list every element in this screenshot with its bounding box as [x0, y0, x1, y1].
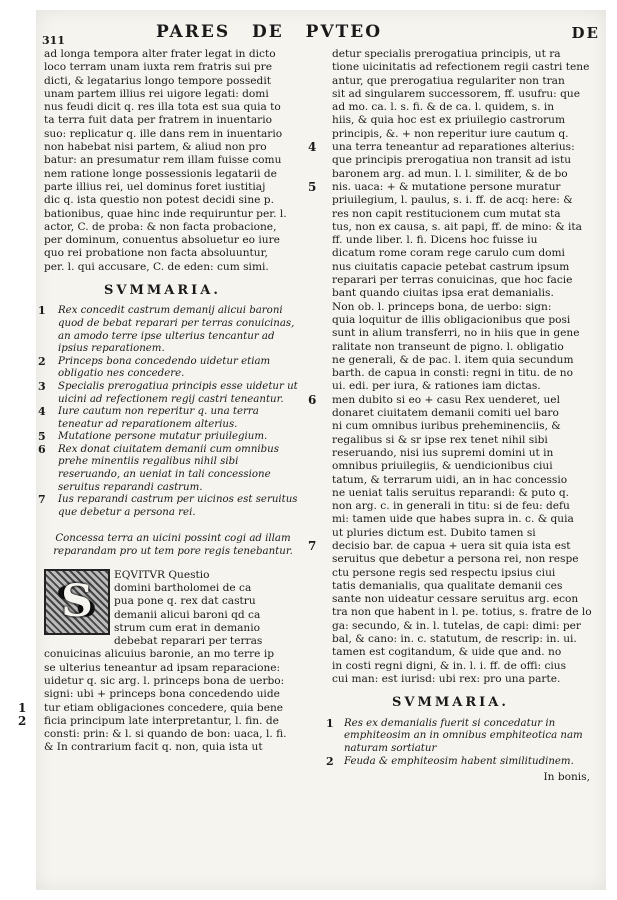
text-line: regalibus si & sr ipse rex tenet nihil sibi: [332, 433, 548, 446]
text-line: per dominum, conuentus absoluetur eo iure: [44, 234, 280, 247]
summaria-text: Rex concedit castrum demanij alicui baroni quod de bebat reparari per terras conuicinas, an amodo terre ipse ulterius tencantur ad ipsius reparationem.: [58, 305, 295, 355]
summaria-heading-right: SVMMARIA.: [392, 695, 509, 711]
text-line: ne generali, & de pac. l. item quia secundum: [332, 353, 574, 366]
text-line: consti: prin: & l. si quando de bon: uaca, l. fi.: [44, 728, 287, 741]
summaria-heading-left: SVMMARIA.: [104, 283, 221, 299]
text-line: strum cum erat in demanio: [114, 621, 261, 634]
margin-number: 2: [18, 713, 27, 728]
text-line: unam partem illius rei uigore legati: domi: [44, 87, 269, 100]
text-line: demanii alicui baroni qd ca: [114, 608, 261, 621]
text-line: dicatum rome coram rege carulo cum domi: [332, 247, 565, 260]
text-line: principis, &. + non reperitur iure cautum q.: [332, 127, 569, 140]
summaria-number: 3: [38, 379, 46, 393]
catchword: In bonis,: [543, 770, 590, 783]
text-line: ff. unde liber. l. fi. Dicens hoc fuisse iu: [332, 234, 538, 247]
summaria-number: 7: [38, 493, 46, 507]
text-line: conuicinas alicuius baronie, an mo terre ip: [44, 648, 274, 661]
text-line: pua pone q. rex dat castru: [114, 595, 256, 608]
summaria-text: Mutatione persone mutatur priuilegium.: [58, 431, 268, 443]
summaria-item: [38, 493, 302, 519]
summaria-number: 5: [38, 430, 46, 444]
text-line: ta terra fuit data per fratrem in inuentario: [44, 114, 272, 127]
summaria-text: Princeps bona concedendo uidetur etiam obligatio nes concedere.: [58, 355, 271, 380]
decorated-initial: [44, 569, 110, 635]
text-line: ad mo. ca. l. s. fi. & de ca. l. quidem, s. in: [332, 101, 555, 114]
summaria-item: [38, 354, 302, 381]
text-line: EQVITVR Questio: [114, 568, 210, 581]
text-line: Non ob. l. princeps bona, de uerbo: sign:: [332, 300, 552, 313]
summaria-item: [326, 754, 598, 769]
text-line: que principis prerogatiua non transit ad istu: [332, 154, 572, 167]
text-line: barth. de capua in consti: regni in titu. de no: [332, 367, 574, 380]
text-line: ut pluries dictum est. Dubito tamen si: [332, 526, 536, 539]
text-line: tatum, & terrarum uidi, an in hac concessio: [332, 473, 568, 486]
summaria-list-right: [326, 716, 598, 769]
text-line: omnibus priuilegiis, & uendicionibus ciui: [332, 460, 553, 473]
summaria-number: 4: [38, 405, 46, 419]
text-line: sunt in alium transferri, no in hiis que in gene: [332, 327, 580, 340]
text-line: donaret ciuitatem demanii comiti uel baro: [332, 407, 559, 420]
summaria-item: [326, 716, 598, 756]
text-line: bal, & cano: in. c. statutum, de rescrip: in. ui.: [332, 633, 577, 646]
text-line: sit ad singularem successorem, ff. usufru: que: [332, 87, 580, 100]
text-line: in costi regni digni, & in. l. i. ff. de offi: cius: [332, 659, 567, 672]
text-line: reseruando, nisi ius supremi domini ut in: [332, 446, 554, 459]
text-line: bationibus, quae hinc inde requiruntur per. l.: [44, 207, 287, 220]
summaria-number: 1: [326, 716, 334, 730]
text-line: actor, C. de proba: & non facta probacione,: [44, 220, 277, 233]
text-line: domini bartholomei de ca: [114, 581, 252, 594]
summaria-number: 2: [326, 754, 334, 768]
text-line: ctu persone regis sed respectu ipsius ciui: [332, 566, 556, 579]
text-line: ui. edi. per iura, & rationes iam dictas.: [332, 380, 541, 393]
summaria-text: Specialis prerogatiua principis esse uidetur ut uicini ad refectionem regij castri teneantur.: [58, 380, 298, 405]
running-head-puteo: PVTEO: [305, 22, 383, 42]
summaria-text: Feuda & emphiteosim habent similitudinem.: [344, 755, 574, 767]
text-line: dicti, & legatarius longo tempore possedit: [44, 74, 271, 87]
text-line: tatis demanialis, qua qualitate demanii ces: [332, 579, 563, 592]
text-line: per. l. qui accusare, C. de eden: cum simi.: [44, 260, 269, 273]
summaria-number: 6: [38, 442, 46, 456]
text-line: ni cum omnibus iuribus preheminenciis, &: [332, 420, 561, 433]
text-line: tur etiam obligaciones concedere, quia bene 1: [18, 700, 284, 715]
text-line: ga: secundo, & in. l. tutelas, de capi: dimi: per: [332, 619, 581, 632]
summaria-item: [38, 304, 302, 355]
text-line: hiis, & quia hoc est ex priuilegio castrorum: [332, 114, 566, 127]
running-head-pares: PARES: [156, 22, 231, 42]
book-page: [18, 10, 606, 890]
sequitur-rest-lines: [18, 648, 302, 754]
decorated-initial-letter: S: [61, 575, 93, 627]
text-line: res non capit restitucionem cum mutat sta: [332, 207, 561, 220]
summaria-item: [38, 379, 302, 406]
text-line: batur: an presumatur rem illam fuisse comu: [44, 154, 282, 167]
text-line: cui man: est iurisd: ubi rex: pro una parte.: [332, 672, 561, 685]
sequitur-block: [18, 568, 302, 755]
right-column: [308, 48, 598, 784]
text-line: antur, que prerogatiua regulariter non tran: [332, 74, 565, 87]
text-line: seruitus que debetur a persona rei, non respe: [332, 553, 579, 566]
running-head: [156, 22, 382, 42]
folio-number: 311: [42, 34, 65, 47]
text-line: uidetur q. sic arg. l. princeps bona de uerbo:: [44, 675, 285, 687]
summaria-item: [38, 405, 302, 431]
text-line: & In contrarium facit q. non, quia ista ut: [44, 741, 263, 754]
text-line: una terra teneantur ad reparationes alterius: 4: [308, 140, 575, 155]
summaria-text: Iure cautum non reperitur q. una terra teneatur ad reparationem alterius.: [58, 406, 259, 430]
summaria-list-left: [38, 304, 302, 519]
text-line: ralitate non transeunt de pigno. l. obligatio: [332, 340, 564, 353]
text-line: non habebat nisi partem, & aliud non pro: [44, 141, 267, 154]
summaria-text: Res ex demanialis fuerit si concedatur in emphiteosim an in omnibus emphiteotica nam naturam sortiatur: [344, 717, 583, 755]
summaria-number: 2: [38, 354, 46, 368]
text-line: bant quando ciuitas ipsa erat demanialis.: [332, 287, 554, 300]
text-line: detur specialis prerogatiua principis, ut ra: [332, 48, 561, 60]
text-line: loco terram unam iuxta rem fratris sui pre: [44, 61, 273, 74]
summaria-number: 1: [38, 304, 46, 318]
text-line: decisio bar. de capua + uera sit quia ista est 7: [308, 538, 571, 553]
text-line: ficia principum late interpretantur, l. fin. de 2: [18, 713, 279, 728]
text-line: nis. uaca: + & mutatione persone muratur 5: [308, 179, 561, 194]
margin-number: 5: [308, 179, 317, 194]
text-line: quia loquitur de illis obligacionibus que posi: [332, 313, 571, 326]
running-head-right: DE: [571, 24, 600, 42]
text-line: parte illius rei, uel dominus foret iustitiaj: [44, 180, 266, 193]
right-text-block: [308, 48, 598, 686]
text-line: quo rei probatione non facta absoluuntur,: [44, 247, 268, 260]
margin-number: 7: [308, 538, 317, 553]
text-line: reparari per terras conuicinas, que hoc facie: [332, 274, 573, 287]
text-line: tus, non ex causa, s. ait papi, ff. de mino: & ita: [332, 220, 582, 233]
text-line: priuilegium, l. paulus, s. i. ff. de acq: here: &: [332, 194, 573, 207]
summaria-text: Ius reparandi castrum per uicinos est seruitus que debetur a persona rei.: [58, 494, 298, 518]
text-line: ad longa tempora alter frater legat in dicto: [44, 48, 276, 60]
summaria-item: [38, 430, 302, 444]
text-line: ne ueniat talis seruitus reparandi: & puto q.: [332, 486, 570, 499]
text-line: nus feudi dicit q. res illa tota est sua quia to: [44, 101, 281, 114]
text-line: sante non uideatur cessare seruitus arg. econ: [332, 593, 579, 606]
page-header: [36, 20, 606, 48]
text-line: nem ratione longe possessionis legatarii de: [44, 167, 277, 180]
summaria-text: Rex donat ciuitatem demanii cum omnibus prehe minentiis regalibus nihil sibi reseruando, an ueniat in tali concessione seruitus reparandi castrum.: [58, 443, 279, 493]
text-line: dic q. ista questio non potest decidi sine p.: [44, 194, 274, 207]
text-line: non arg. c. in generali in titu: si de feu: defu: [332, 500, 570, 513]
text-line: tamen est cogitandum, & uide que and. no: [332, 646, 562, 659]
margin-number: 4: [308, 140, 317, 155]
summaria-item: [38, 442, 302, 494]
text-line: signi: ubi + princeps bona concedendo uide: [44, 688, 280, 701]
text-line: suo: replicatur q. ille dans rem in inuentario: [44, 127, 283, 140]
text-line: tra non que habent in l. pe. totius, s. fratre de lo: [332, 606, 592, 619]
running-head-de: DE: [252, 22, 284, 42]
text-line: baronem arg. ad mun. l. l. similiter, & de bo: [332, 167, 568, 180]
text-line: nus ciuitatis capacie petebat castrum ipsum: [332, 260, 570, 273]
text-line: men dubito si eo + casu Rex uenderet, uel 6: [308, 392, 560, 407]
text-line: debebat reparari per terras: [114, 635, 263, 648]
text-line: mi: tamen uide que habes supra in. c. & quia: [332, 513, 574, 526]
concessa-note: Concessa terra an uicini possint cogi ad illam reparandam pro ut tem pore regis tenebantur.: [53, 533, 293, 558]
text-line: se ulterius teneantur ad ipsam reparacione:: [44, 661, 281, 674]
margin-number: 6: [308, 392, 317, 407]
left-column: [18, 48, 302, 755]
text-line: tione uicinitatis ad refectionem regii castri tene: [332, 61, 590, 74]
margin-number: 1: [18, 700, 27, 715]
left-text-block: [44, 48, 302, 274]
